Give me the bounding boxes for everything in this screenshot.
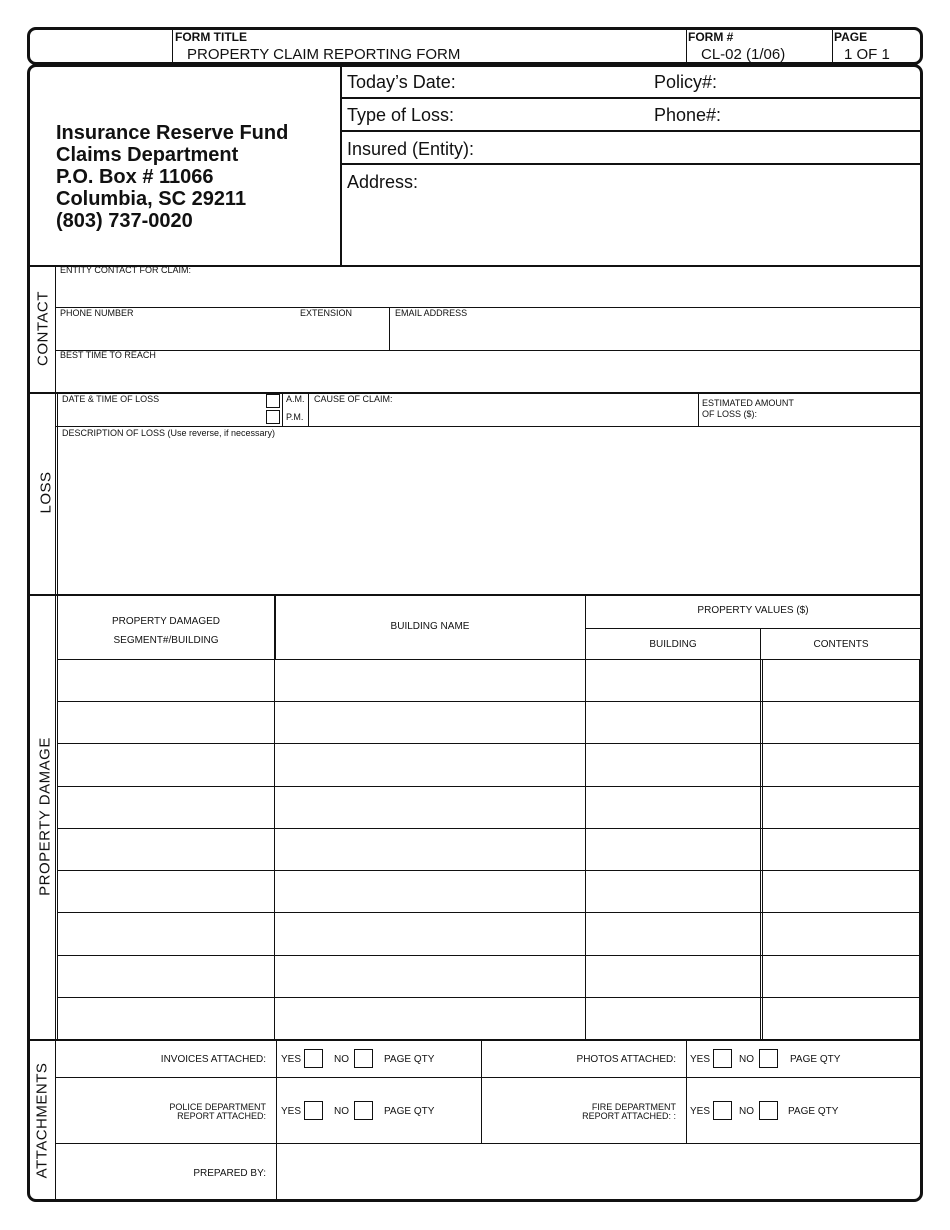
col-damaged-label-1: PROPERTY DAMAGED <box>112 616 220 627</box>
attach-divider-right <box>686 1040 687 1144</box>
fire-page-qty[interactable]: PAGE QTY <box>788 1106 839 1117</box>
police-yes-checkbox[interactable] <box>304 1101 323 1120</box>
attach-divider-left <box>276 1040 277 1201</box>
values-subheader-line <box>586 628 921 629</box>
best-time-label: BEST TIME TO REACH <box>60 350 156 360</box>
loss-line-1 <box>56 426 921 427</box>
contact-line-2 <box>56 350 921 351</box>
contact-line-1 <box>56 307 921 308</box>
police-label-1: POLICE DEPARTMENT <box>169 1102 266 1112</box>
page-label: PAGE <box>834 30 868 44</box>
estimated-label-1: ESTIMATED AMOUNT <box>702 398 794 408</box>
police-no-checkbox[interactable] <box>354 1101 373 1120</box>
photos-no-checkbox[interactable] <box>759 1049 778 1068</box>
police-page-qty[interactable]: PAGE QTY <box>384 1106 435 1117</box>
col-building-name-label: BUILDING NAME <box>390 621 470 632</box>
police-no-label: NO <box>334 1106 349 1117</box>
property-row-6[interactable] <box>58 871 920 912</box>
property-row-9[interactable] <box>58 998 920 1039</box>
header-strip <box>27 27 923 65</box>
top-field-line-2 <box>340 130 921 132</box>
todays-date-field[interactable]: Today’s Date: <box>347 72 456 92</box>
police-label-2: REPORT ATTACHED: <box>177 1111 266 1121</box>
col-contents-label: CONTENTS <box>813 639 869 650</box>
property-row-2[interactable] <box>58 702 920 743</box>
pm-label: P.M. <box>286 412 304 422</box>
pm-checkbox[interactable] <box>266 410 280 424</box>
extension-label: EXTENSION <box>300 308 353 318</box>
fire-label-1: FIRE DEPARTMENT <box>591 1102 676 1112</box>
phone-field[interactable]: Phone#: <box>654 105 722 125</box>
email-label: EMAIL ADDRESS <box>395 308 468 318</box>
attach-line-2 <box>56 1143 921 1144</box>
photos-page-qty[interactable]: PAGE QTY <box>790 1054 841 1065</box>
property-row-7[interactable] <box>58 913 920 954</box>
invoices-page-qty[interactable]: PAGE QTY <box>384 1054 435 1065</box>
office-line-2: Claims Department <box>56 144 239 166</box>
insured-field[interactable]: Insured (Entity): <box>347 139 475 159</box>
contact-divider <box>389 307 390 350</box>
estimated-label-2: OF LOSS ($): <box>702 409 758 419</box>
estimate-divider <box>698 393 699 426</box>
photos-yes-checkbox[interactable] <box>713 1049 732 1068</box>
policy-field[interactable]: Policy#: <box>654 72 718 92</box>
address-field[interactable]: Address: <box>347 172 419 192</box>
am-checkbox[interactable] <box>266 394 280 408</box>
office-line-3: P.O. Box # 11066 <box>56 166 214 188</box>
form-number: CL-02 (1/06) <box>701 46 786 63</box>
cause-label: CAUSE OF CLAIM: <box>314 394 393 404</box>
header-divider-3 <box>832 29 833 64</box>
section-divider-property <box>29 1039 921 1041</box>
property-row-5[interactable] <box>58 829 920 870</box>
invoices-yes-label: YES <box>281 1054 302 1065</box>
prepared-by-field[interactable] <box>278 1145 920 1199</box>
phone-number-label: PHONE NUMBER <box>60 308 134 318</box>
section-label-column <box>55 266 56 1200</box>
page-value: 1 OF 1 <box>844 46 890 63</box>
section-divider-loss <box>29 594 921 596</box>
col-values-label: PROPERTY VALUES ($) <box>697 605 809 616</box>
property-row-1[interactable] <box>58 660 920 701</box>
fire-yes-label: YES <box>690 1106 711 1117</box>
form-number-label: FORM # <box>688 30 734 44</box>
fire-no-checkbox[interactable] <box>759 1101 778 1120</box>
invoices-no-checkbox[interactable] <box>354 1049 373 1068</box>
col-divider-1 <box>274 595 276 659</box>
header-divider-1 <box>172 29 173 64</box>
form-title-label: FORM TITLE <box>175 30 247 44</box>
invoices-label: INVOICES ATTACHED: <box>160 1054 266 1065</box>
section-divider-contact <box>29 392 921 394</box>
contact-section-label: CONTACT <box>34 291 52 366</box>
prepared-by-label: PREPARED BY: <box>193 1168 266 1179</box>
loss-section-label: LOSS <box>37 471 55 514</box>
description-label: DESCRIPTION OF LOSS (Use reverse, if necessary) <box>62 428 276 438</box>
ampm-divider-right <box>308 393 309 426</box>
photos-label: PHOTOS ATTACHED: <box>576 1054 676 1065</box>
office-line-4: Columbia, SC 29211 <box>56 188 247 210</box>
property-row-8[interactable] <box>58 956 920 997</box>
attach-divider-mid <box>481 1040 482 1144</box>
fire-label-2: REPORT ATTACHED: : <box>582 1111 676 1121</box>
attach-line-1 <box>56 1077 921 1078</box>
police-yes-label: YES <box>281 1106 302 1117</box>
fire-no-label: NO <box>739 1106 754 1117</box>
address-divider <box>340 66 342 266</box>
top-field-line-1 <box>340 97 921 99</box>
property-row-4[interactable] <box>58 787 920 828</box>
am-label: A.M. <box>286 394 305 404</box>
property-section-label: PROPERTY DAMAGE <box>36 737 54 896</box>
invoices-no-label: NO <box>334 1054 349 1065</box>
fire-yes-checkbox[interactable] <box>713 1101 732 1120</box>
col-damaged-label-2: SEGMENT#/BUILDING <box>113 635 219 646</box>
property-row-3[interactable] <box>58 744 920 785</box>
description-area[interactable] <box>58 440 920 592</box>
ampm-divider-left <box>282 393 283 426</box>
col-building-label: BUILDING <box>649 639 697 650</box>
photos-yes-label: YES <box>690 1054 711 1065</box>
office-line-5: (803) 737-0020 <box>56 210 193 232</box>
date-time-label: DATE & TIME OF LOSS <box>62 394 160 404</box>
office-line-1: Insurance Reserve Fund <box>56 122 289 144</box>
type-of-loss-field[interactable]: Type of Loss: <box>347 105 455 125</box>
form-title: PROPERTY CLAIM REPORTING FORM <box>187 46 461 63</box>
office-address <box>56 122 288 232</box>
top-field-line-3 <box>340 163 921 165</box>
photos-no-label: NO <box>739 1054 754 1065</box>
header-divider-2 <box>686 29 687 64</box>
invoices-yes-checkbox[interactable] <box>304 1049 323 1068</box>
attachments-section-label: ATTACHMENTS <box>33 1062 51 1179</box>
entity-contact-label: ENTITY CONTACT FOR CLAIM: <box>60 265 192 275</box>
